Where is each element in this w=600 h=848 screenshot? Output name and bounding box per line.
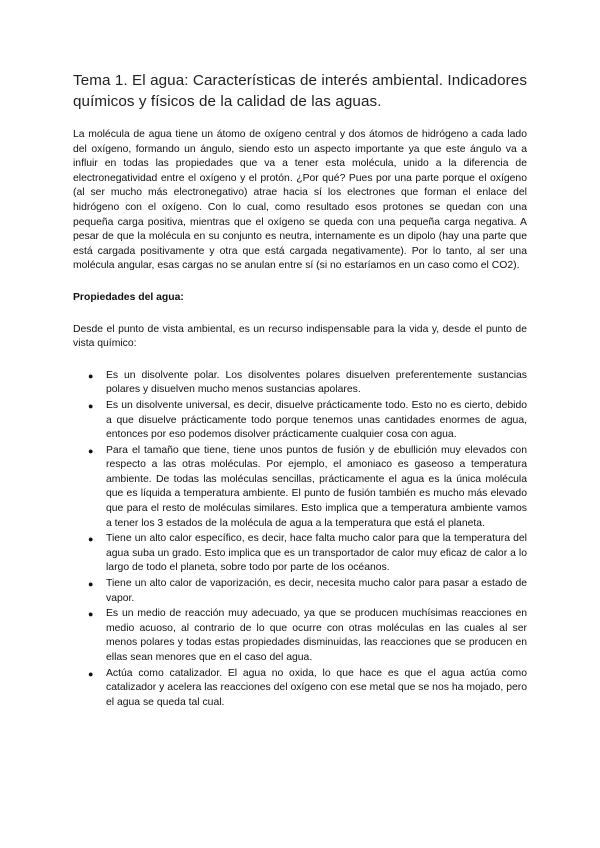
bullet-icon: ● bbox=[88, 400, 94, 411]
bullet-icon: ● bbox=[88, 668, 94, 679]
list-item bbox=[88, 444, 527, 532]
list-item bbox=[88, 667, 527, 711]
document-page bbox=[73, 70, 527, 711]
section-heading: Propiedades del agua: bbox=[73, 291, 184, 303]
list-item-text: Tiene un alto calor de vaporización, es decir, necesita mucho calor para pasar a estado de vapor. bbox=[106, 578, 527, 604]
list-item-text: Tiene un alto calor específico, es decir, hace falta mucho calor para que la temperatura del agua suba un grado. Esto implica que es un transportador de calor muy eficaz de calor a lo largo de todo el planeta, sobre todo por parte de los océanos. bbox=[106, 533, 527, 574]
list-item-text: Actúa como catalizador. El agua no oxida, lo que hace es que el agua actúa como catalizador y acelera las reacciones del oxígeno con ese metal que se nos ha mojado, pero el agua se queda tal cual. bbox=[106, 667, 527, 708]
properties-list bbox=[73, 369, 527, 711]
list-item bbox=[88, 577, 527, 606]
list-item bbox=[88, 369, 527, 398]
intro-paragraph: La molécula de agua tiene un átomo de oxígeno central y dos átomos de hidrógeno a cada lado del oxígeno, formando un ángulo, siendo esto un aspecto importante ya que este ángulo va a influir en todas las propiedades que va a tener esta molécula, unido a la diferencia de electronegatividad entre el oxígeno y el protón. ¿Por qué? Pues por una parte porque el oxígeno (al ser mucho más electronegativo) atrae hacia sí los electrones que forman el enlace del hidrógeno con el oxígeno. Con lo cual, como resultado esos protones se quedan con una pequeña carga positiva, mientras que el oxígeno se queda con una pequeña carga negativa. A pesar de que la molécula en su conjunto es neutra, internamente es un dipolo (hay una parte que está cargada positivamente y otra que está cargada negativamente). Por lo tanto, al ser una molécula angular, esas cargas no se anulan entre sí (si no estaríamos en un caso como el CO2). bbox=[73, 129, 527, 272]
document-title: Tema 1. El agua: Características de interés ambiental. Indicadores químicos y físicos de la calidad de las aguas. bbox=[73, 72, 528, 110]
bullet-icon: ● bbox=[88, 534, 94, 545]
list-item bbox=[88, 399, 527, 443]
bullet-icon: ● bbox=[88, 445, 94, 456]
bullet-icon: ● bbox=[88, 609, 94, 620]
list-item-text: Es un disolvente polar. Los disolventes polares disuelven preferentemente sustancias polares y disuelven mucho menos sustancias apolares. bbox=[106, 369, 527, 396]
list-item-text: Es un disolvente universal, es decir, disuelve prácticamente todo. Esto no es cierto, debido a que disuelve prácticamente todo porque tenemos unas cantidades enormes de agua, entonces por eso podemos disolver prácticamente cualquier cosa con agua. bbox=[106, 399, 527, 441]
section-intro-paragraph: Desde el punto de vista ambiental, es un recurso indispensable para la vida y, desde el punto de vista químico: bbox=[73, 323, 527, 350]
list-item bbox=[88, 532, 527, 576]
list-item bbox=[88, 607, 527, 665]
list-item-text: Para el tamaño que tiene, tiene unos puntos de fusión y de ebullición muy elevados con respecto a las otras moléculas. Por ejemplo, el amoniaco es gaseoso a temperatura ambiente. De todas las moléculas sencillas, prácticamente el agua es la única molécula que es líquida a temperatura ambiente. El punto de fusión también es mucho más elevado que para el resto de moléculas similares. Esto implica que a temperatura ambiente vamos a tener los 3 estados de la molécula de agua a la temperatura que está el planeta. bbox=[106, 444, 527, 529]
list-item-text: Es un medio de reacción muy adecuado, ya que se producen muchísimas reacciones en medio acuoso, al contrario de lo que ocurre con otras moléculas en las cuales al ser menos polares y todas estas propiedades disminuidas, las reacciones que se producen en ellas sean menores que en el caso del agua. bbox=[106, 608, 527, 663]
bullet-icon: ● bbox=[88, 579, 94, 590]
bullet-icon: ● bbox=[88, 370, 94, 381]
